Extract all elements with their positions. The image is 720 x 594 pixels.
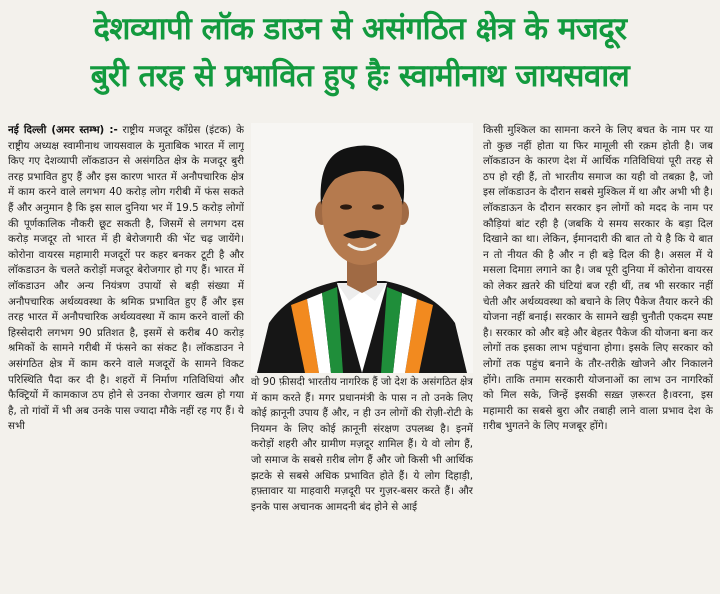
- article-column-3: [483, 123, 713, 589]
- portrait-illustration: [251, 123, 473, 373]
- portrait-photo: [251, 123, 473, 373]
- article-column-1: [8, 123, 244, 589]
- article-column-2: [251, 375, 473, 590]
- headline-line-1: देशव्यापी लॉक डाउन से असंगठित क्षेत्र के मजदूर: [93, 11, 627, 47]
- article-text-1: राष्ट्रीय मजदूर काँग्रेस (इंटक) के राष्ट्रीय अध्यक्ष स्वामीनाथ जायसवाल के मुताबिक भारत में लागू किए गए देशव्यापी लॉकडाउन से असंगठित क्षेत्र के मजदूर बुरी तरह प्रभावित हुए हैं और इस कारण भारत में अनौपचारिक क्षेत्र में काम करने वाले लगभग 40 करोड़ लोग गरीबी में फंस सकते हैं और अनुमान है कि इस साल दुनिया भर में 19.5 करोड़ लोगों की पूर्णकालिक नौकरी छूट सकती है, जिसमें से लगभग दस करोड़ मजदूर तो भारत में ही बेरोजगारी की भेंट चढ़ जायेंगे। कोरोना वायरस महामारी मजदूरों पर कहर बनकर टूटी है और लॉकडाउन के चलते करोड़ों मजदूर बेरोजगार हो गए हैं। भारत में लॉकडाउन और अन्य नियंत्रण उपायों से बड़ी संख्या में अनौपचारिक अर्थव्यवस्था के श्रमिक प्रभावित हुए हैं और इस तरह भारत में अनौपचारिक अर्थव्यवस्था में काम करने वालों की हिस्सेदारी लगभग 90 प्रतिशत है, इसमें से करीब 40 करोड़ श्रमिकों के सामने गरीबी में फंसने का संकट है। लॉकडाउन ने असंगठित क्षेत्र में काम करने वाले मजदूरों के सामने विकट परिस्थिति पैदा कर दी है। शहरों में निर्माण गतिविधियां और फैक्ट्रियों में कामकाज ठप होने से उनका रोजगार खत्म हो गया है, तो गांवों में भी अब उनके पास ज्यादा मौके नहीं रह गए हैं। ये सभी: [8, 124, 244, 433]
- headline: [0, 6, 720, 100]
- headline-line-2: बुरी तरह से प्रभावित हुए हैः स्वामीनाथ जायसवाल: [90, 58, 630, 94]
- article-text-2: वो 90 फ़ीसदी भारतीय नागरिक हैं जो देश के असंगठित क्षेत्र में काम करते हैं। मगर प्रधानमंत्री के पास न तो उनके लिए कोई क़ानूनी उपाय हैं और, न ही उन लोगों की रोज़ी-रोटी के नियमन के लिए कोई क़ानूनी संरक्षण उपलब्ध है। इनमें करोड़ों शहरी और ग्रामीण मज़दूर शामिल हैं। ये वो लोग हैं, जो समाज के सबसे ग़रीब लोग हैं और जो किसी भी आर्थिक झटके से सबसे अधिक प्रभावित होते हैं। ये लोग दिहाड़ी, हफ़्तावार या माहवारी मज़दूरी पर गुज़र-बसर करते हैं। और इनके पास अचानक आमदनी बंद होने से आई: [251, 376, 473, 513]
- dateline: नई दिल्ली (अमर स्तम्भ) :-: [8, 124, 118, 136]
- article-text-3: किसी मुश्किल का सामना करने के लिए बचत के नाम पर या तो कुछ नहीं होता या फिर मामूली सी रक़म होती है। जब लॉकडाउन के कारण देश में आर्थिक गतिविधियां पूरी तरह से ठप हो रही हैं, तो भारतीय समाज का यही वो तबक़ा है, जो इस लॉकडाउन के दौरान सबसे मुश्किल में था और अभी भी है। लॉकडाऊन के दौरान सरकार इन लोगों को मदद के नाम पर कौड़ियां बांट रही है (जबकि ये समय सरकार के बड़ा दिल दिखाने का था। लेकिन, ईमानदारी की बात तो ये है कि ये बात न तो नीयत की है और न ही बड़े दिल की है। असल में ये मसला दिमाग़ लगाने का है। जब पूरी दुनिया में कोरोना वायरस को लेकर ख़तरे की घंटियां बज रही थीं, तब भी सरकार नहीं चेती और अर्थव्यवस्था को बचाने के लिए पैकेज तैयार करने की योजना नहीं बनाई। सरकार के सामने खड़ी चुनौती एकदम स्पष्ट है। सरकार को और बड़े और बेहतर पैकेज की योजना बना कर लोगों तक इसका लाभ पहुंचाना होगा। इसके लिए सरकार को लोगों तक पहुंच बनाने के तौर-तरीक़े खोजने और निकालने होंगे। ताकि तमाम सरकारी योजनाओं का लाभ उन नागरिकों को मिल सके, जिन्हें इसकी सख़्त ज़रूरत है।वरना, इस महामारी का सबसे बुरा और तबाही लाने वाला प्रभाव देश के ग़रीब भुगतने के लिए मजबूर होंगे।: [483, 124, 713, 433]
